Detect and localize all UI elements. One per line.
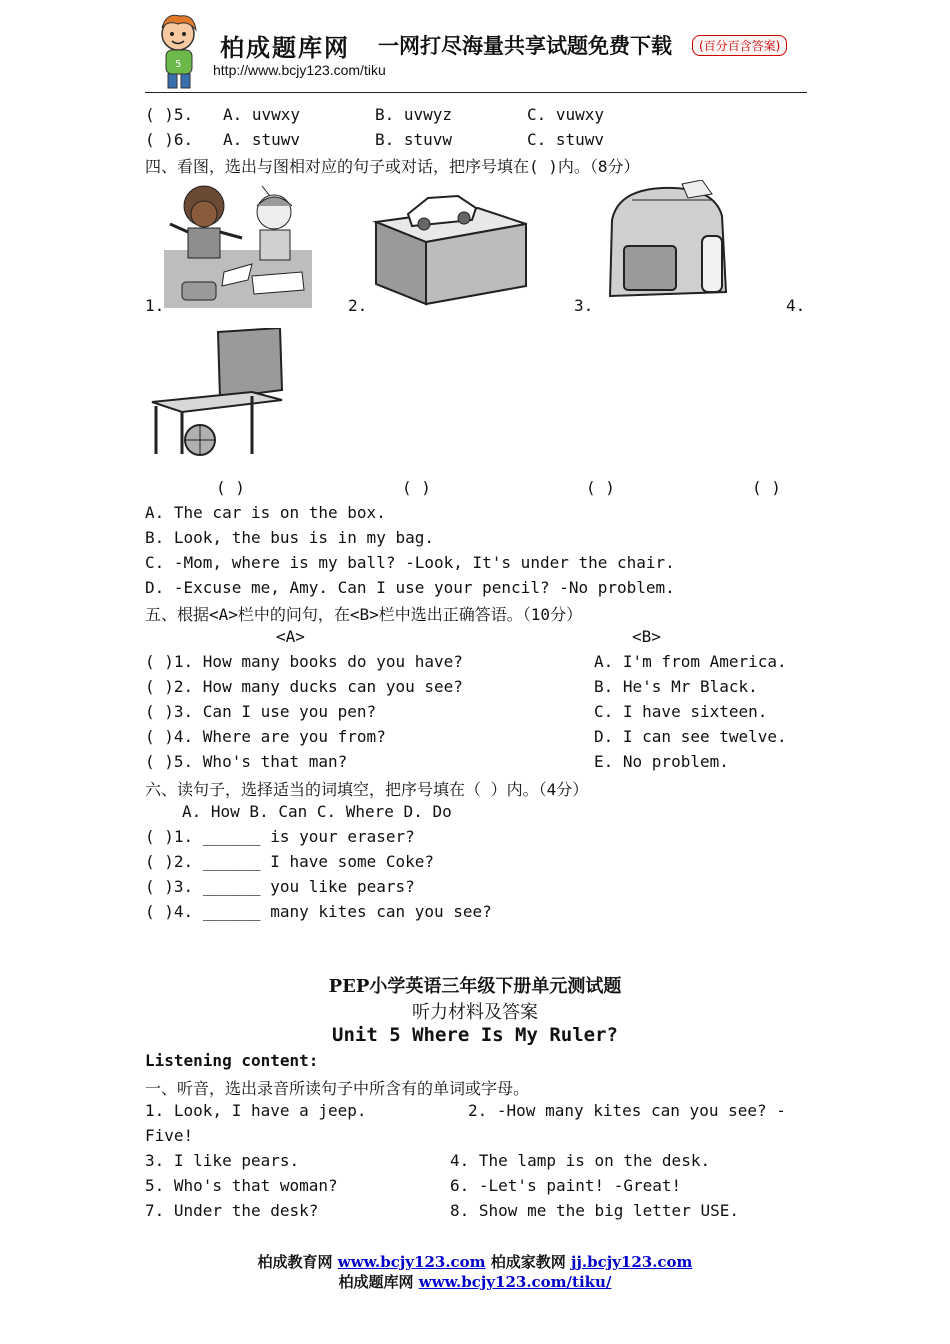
section4-option-d: D. -Excuse me, Amy. Can I use your pencil? -No problem. (145, 578, 675, 597)
listening-part1-title: 一、听音，选出录音所读句子中所含有的单词或字母。 (145, 1079, 530, 1098)
picture-number-4: 4. (786, 296, 806, 315)
column-b-header: <B> (632, 627, 661, 646)
header-divider (145, 92, 807, 93)
section5-question: ( )3. Can I use you pen? (145, 702, 377, 721)
fill-blank[interactable]: ______ (202, 902, 261, 921)
section5-question: ( )4. Where are you from? (145, 727, 386, 746)
section5-question: ( )1. How many books do you have? (145, 652, 463, 671)
picture-chair-ball (148, 328, 284, 456)
mascot-logo (148, 10, 210, 92)
footer-link-jiajiao[interactable]: jj.bcjy123.com (571, 1253, 693, 1271)
listening-title: PEP小学英语三年级下册单元测试题 (328, 976, 622, 997)
listening-item: 6. -Let's paint! -Great! (450, 1176, 682, 1195)
section6-item: ( )3. ______ you like pears? (145, 877, 415, 896)
site-name: 柏成题库网 (220, 33, 350, 62)
svg-text:5: 5 (175, 59, 182, 70)
section5-answer: A. I'm from America. (594, 652, 787, 671)
listening-item: 8. Show me the big letter USE. (450, 1201, 739, 1220)
q3-item-5: ( )5. A. uvwxy B. uvwyz C. vuwxy (145, 105, 605, 124)
answer-slot-4[interactable]: ( ) (752, 478, 781, 497)
picture-number-1: 1. (145, 296, 165, 315)
listening-item: 5. Who's that woman? (145, 1176, 338, 1195)
section6-item: ( )4. ______ many kites can you see? (145, 902, 492, 921)
section6-title: 六、读句子，选择适当的词填空，把序号填在（ ）内。（4分） (145, 780, 589, 799)
listening-item: Five! (145, 1126, 194, 1145)
site-slogan: 一网打尽海量共享试题免费下载 (378, 33, 672, 58)
section5-answer: E. No problem. (594, 752, 729, 771)
fill-blank[interactable]: ______ (202, 852, 261, 871)
unit-title: Unit 5 Where Is My Ruler? (332, 1024, 618, 1046)
footer-link-tiku[interactable]: www.bcjy123.com/tiku/ (418, 1273, 612, 1291)
section4-option-b: B. Look, the bus is in my bag. (145, 528, 434, 547)
fill-blank[interactable]: ______ (202, 827, 261, 846)
q3-item-6: ( )6. A. stuwv B. stuvw C. stuwv (145, 130, 605, 149)
section4-title: 四、看图，选出与图相对应的句子或对话，把序号填在( )内。（8分） (145, 157, 640, 176)
section4-option-c: C. -Mom, where is my ball? -Look, It's under the chair. (145, 553, 675, 572)
picture-car-on-box (368, 184, 530, 308)
answer-badge: (百分百含答案) (692, 35, 787, 56)
header-url: http://www.bcjy123.com/tiku (213, 62, 386, 78)
answer-slot-3[interactable]: ( ) (586, 478, 615, 497)
section5-answer: B. He's Mr Black. (594, 677, 758, 696)
section5-title: 五、根据<A>栏中的问句，在<B>栏中选出正确答语。（10分） (145, 605, 583, 624)
answer-slot-1[interactable]: ( ) (216, 478, 245, 497)
picture-number-2: 2. (348, 296, 368, 315)
section5-question: ( )2. How many ducks can you see? (145, 677, 463, 696)
picture-schoolbag (602, 180, 752, 302)
footer-link-edu[interactable]: www.bcjy123.com (337, 1253, 486, 1271)
listening-content-label: Listening content: (145, 1051, 319, 1070)
listening-item: 1. Look, I have a jeep. (145, 1101, 367, 1120)
section6-choices: A. How B. Can C. Where D. Do (182, 802, 452, 821)
section5-answer: D. I can see twelve. (594, 727, 787, 746)
answer-slot-2[interactable]: ( ) (402, 478, 431, 497)
picture-number-3: 3. (574, 296, 594, 315)
footer-line-1: 柏成教育网 www.bcjy123.com 柏成家教网 jj.bcjy123.com (257, 1253, 693, 1271)
footer-line-2: 柏成题库网 www.bcjy123.com/tiku/ (338, 1273, 612, 1291)
picture-kids-desk (162, 176, 314, 310)
section6-item: ( )1. ______ is your eraser? (145, 827, 415, 846)
listening-item: 4. The lamp is on the desk. (450, 1151, 711, 1170)
listening-subtitle: 听力材料及答案 (412, 1002, 538, 1023)
fill-blank[interactable]: ______ (202, 877, 261, 896)
column-a-header: <A> (276, 627, 305, 646)
listening-item: 7. Under the desk? (145, 1201, 319, 1220)
listening-item: 2. -How many kites can you see? - (468, 1101, 786, 1120)
section6-item: ( )2. ______ I have some Coke? (145, 852, 435, 871)
section5-answer: C. I have sixteen. (594, 702, 768, 721)
section4-option-a: A. The car is on the box. (145, 503, 386, 522)
listening-item: 3. I like pears. (145, 1151, 300, 1170)
section5-question: ( )5. Who's that man? (145, 752, 348, 771)
